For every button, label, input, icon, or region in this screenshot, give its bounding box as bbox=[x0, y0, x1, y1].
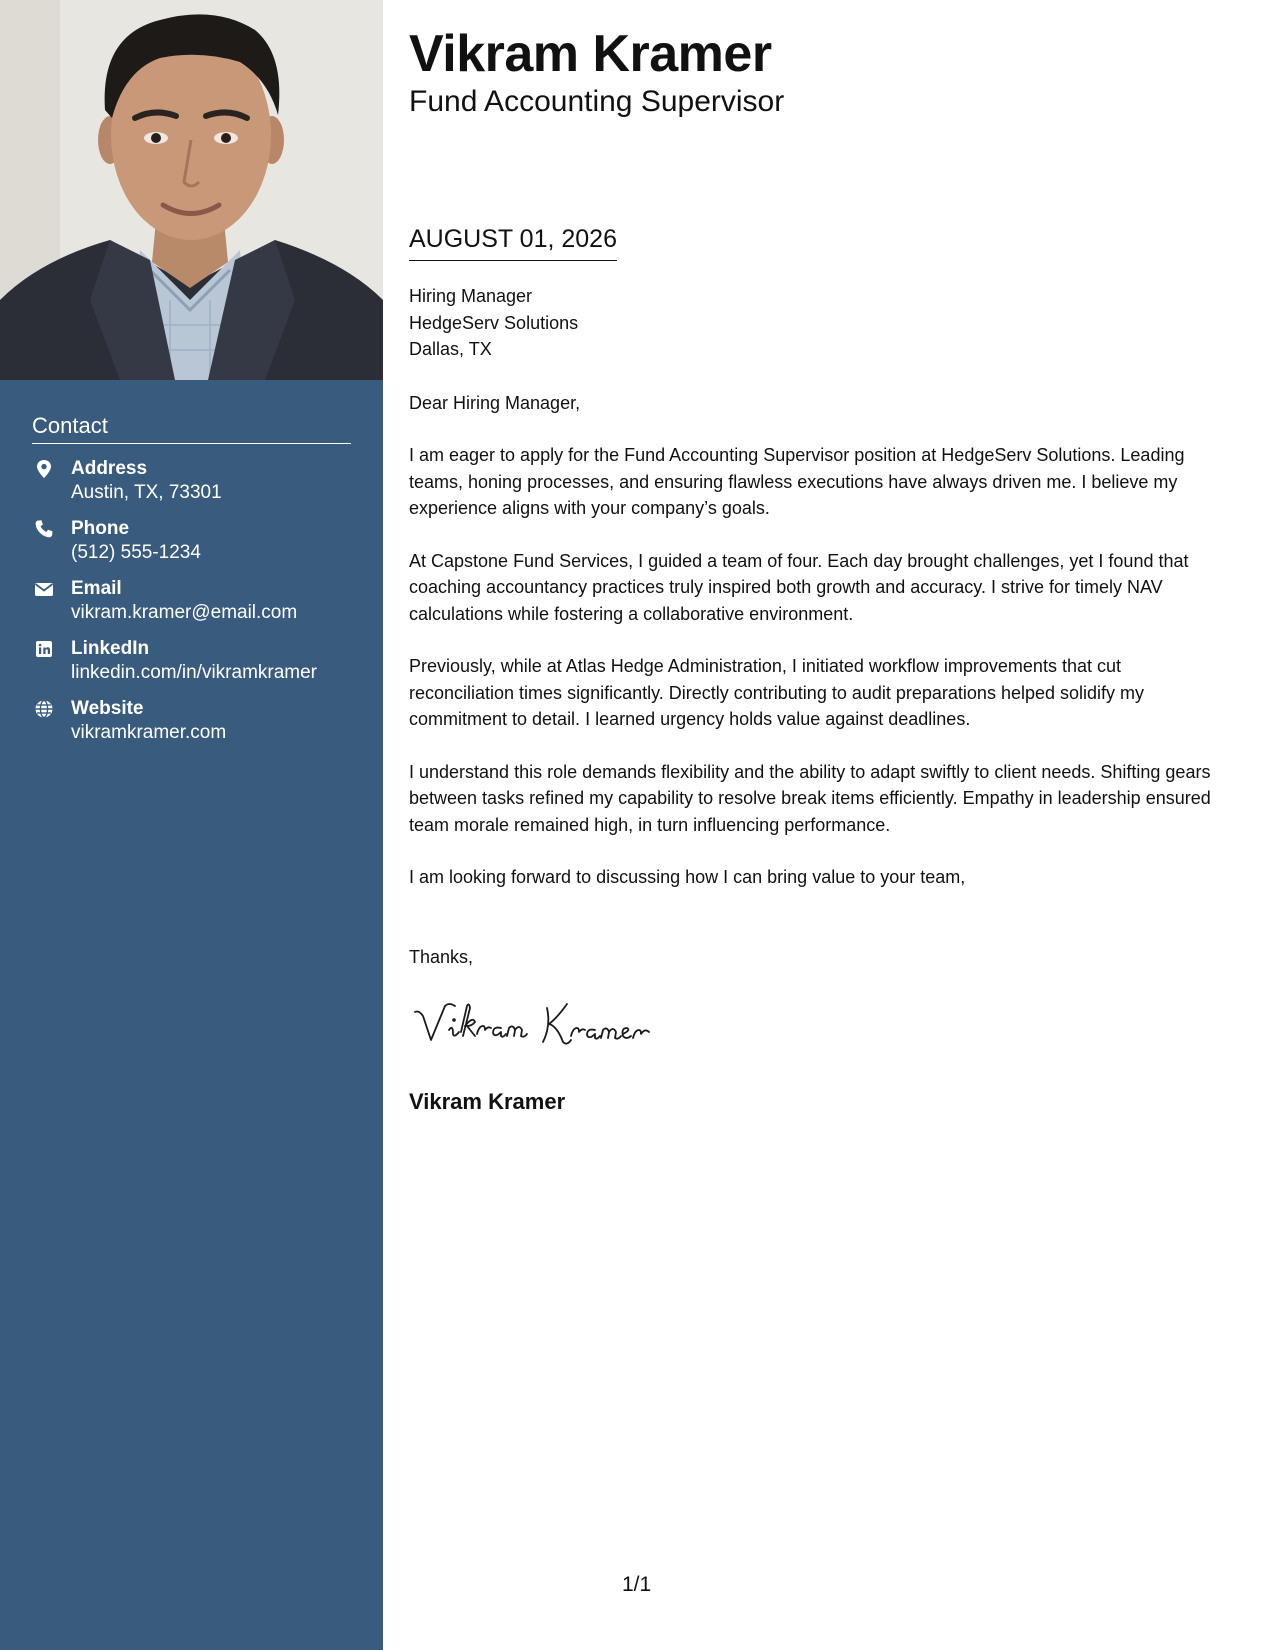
letter-paragraph: I understand this role demands flexibility and the ability to adapt swiftly to client needs. Shifting gears between tasks refined my capability to resolve break items efficiently. Empathy in leadership ensured team morale remained high, in turn influencing performance. bbox=[409, 761, 1211, 835]
envelope-icon bbox=[34, 579, 54, 599]
recipient-line: Hiring Manager bbox=[409, 286, 533, 306]
website-value[interactable]: vikramkramer.com bbox=[71, 722, 227, 743]
letter-paragraph: At Capstone Fund Services, I guided a team of four. Each day brought challenges, yet I found that coaching accountancy practices truly inspired both growth and accuracy. I strive for timely NAV calculations while fostering a collaborative environment. bbox=[409, 550, 1189, 624]
letter-date: AUGUST 01, 2026 bbox=[409, 224, 617, 261]
letter-paragraph: I am looking forward to discussing how I can bring value to your team, bbox=[409, 867, 966, 887]
contact-website bbox=[32, 697, 351, 745]
contact-email bbox=[32, 577, 351, 625]
page-number: 1/1 bbox=[622, 1573, 652, 1596]
address-label: Address bbox=[71, 458, 148, 479]
handwritten-signature bbox=[409, 996, 669, 1061]
contact-heading: Contact bbox=[32, 412, 351, 444]
applicant-title: Fund Accounting Supervisor bbox=[409, 85, 785, 118]
recipient-line: Dallas, TX bbox=[409, 339, 492, 359]
website-label: Website bbox=[71, 698, 144, 719]
linkedin-icon bbox=[34, 639, 54, 659]
closing: Thanks, bbox=[409, 946, 474, 967]
contact-phone bbox=[32, 517, 351, 565]
contact-section bbox=[32, 412, 351, 757]
email-value[interactable]: vikram.kramer@email.com bbox=[71, 602, 298, 623]
contact-address bbox=[32, 457, 351, 505]
linkedin-value[interactable]: linkedin.com/in/vikramkramer bbox=[71, 662, 318, 683]
phone-value[interactable]: (512) 555-1234 bbox=[71, 542, 201, 563]
applicant-name: Vikram Kramer bbox=[409, 25, 772, 83]
salutation: Dear Hiring Manager, bbox=[409, 392, 581, 413]
profile-photo bbox=[0, 0, 383, 380]
sidebar bbox=[0, 0, 383, 1650]
signer-name: Vikram Kramer bbox=[409, 1089, 566, 1114]
phone-label: Phone bbox=[71, 518, 130, 539]
recipient-block bbox=[409, 283, 1229, 363]
letter-paragraph: I am eager to apply for the Fund Accounting Supervisor position at HedgeServ Solutions. Leading teams, honing processes, and ensuring flawless executions have always driven me. I believe my experience aligns with your company’s goals. bbox=[409, 445, 1185, 518]
email-label: Email bbox=[71, 578, 122, 599]
location-pin-icon bbox=[34, 459, 54, 479]
phone-icon bbox=[34, 519, 54, 539]
linkedin-label: LinkedIn bbox=[71, 638, 150, 659]
letter-body bbox=[409, 283, 1229, 970]
contact-linkedin bbox=[32, 637, 351, 685]
globe-icon bbox=[34, 699, 54, 719]
address-value: Austin, TX, 73301 bbox=[71, 482, 222, 503]
recipient-line: HedgeServ Solutions bbox=[409, 312, 579, 333]
letter-paragraph: Previously, while at Atlas Hedge Administration, I initiated workflow improvements that cut reconciliation times significantly. Directly contributing to audit preparations helped solidify my commitment to detail. I learned urgency holds value against deadlines. bbox=[409, 656, 1145, 729]
